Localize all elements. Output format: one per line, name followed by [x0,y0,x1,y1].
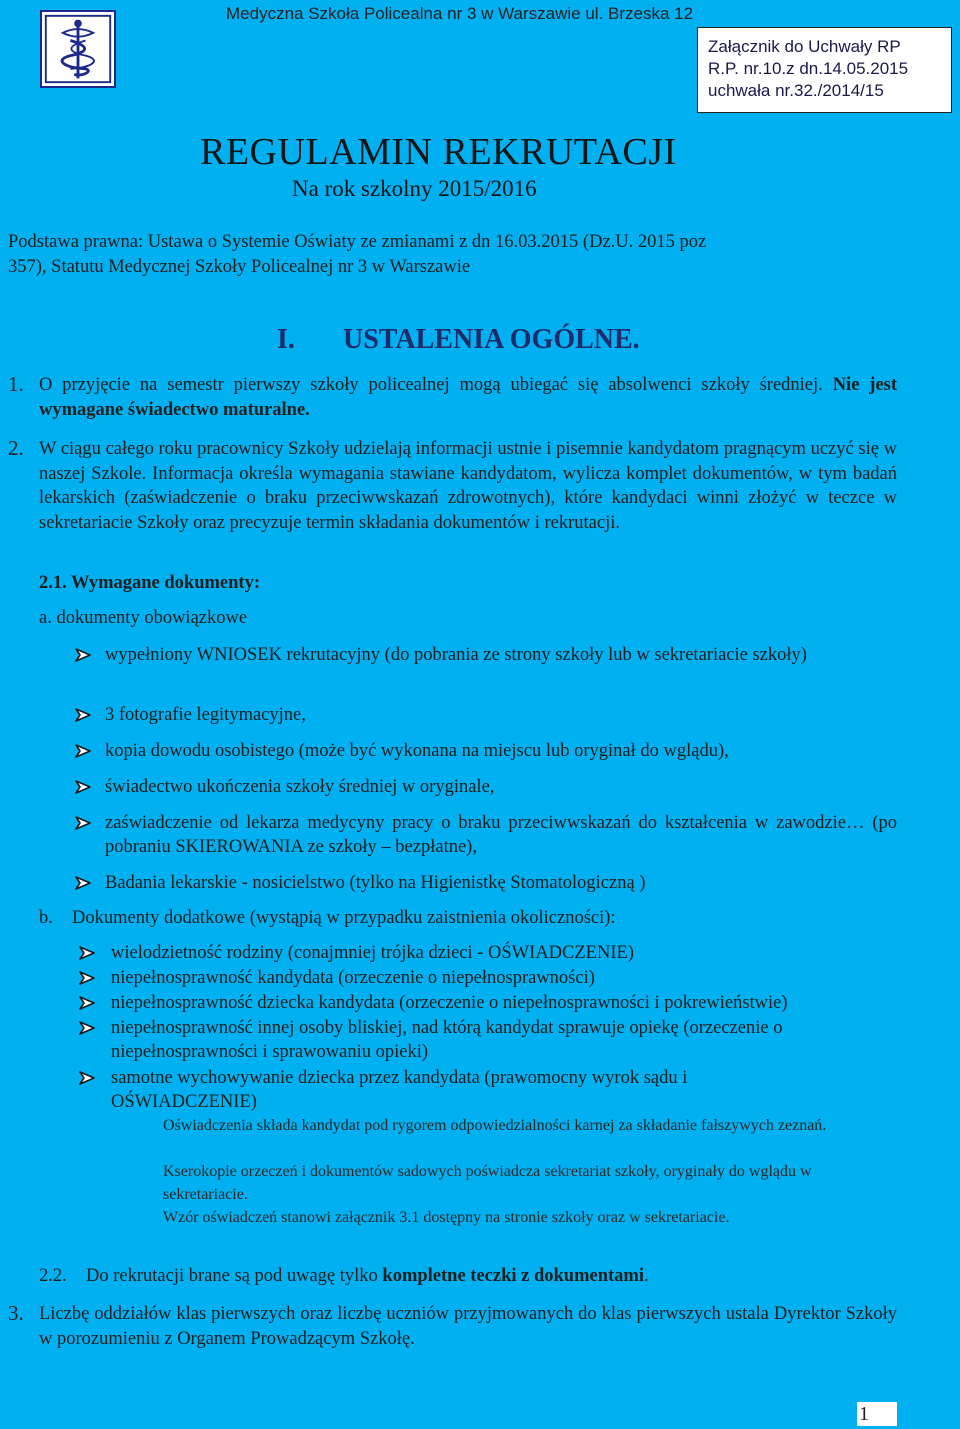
annex-line-2: R.P. nr.10.z dn.14.05.2015 [708,59,909,78]
item-2-2-number: 2.2. [39,1266,67,1286]
arrow-bullet-icon [74,743,92,759]
item-2-2-text [86,1264,649,1289]
section-number: I. [277,324,295,355]
arrow-bullet-icon [78,1020,96,1036]
item-2-2-body: Do rekrutacji brane są pod uwagę tylko [86,1266,378,1286]
item-3-number: 3. [8,1301,24,1325]
item-2-2-end: . [643,1266,649,1286]
list-item: samotne wychowywanie dziecka przez kandydata (prawomocny wyrok sądu i OŚWIADCZENIE) [111,1068,688,1112]
item-3-text: Liczbę oddziałów klas pierwszych oraz liczbę uczniów przyjmowanych do klas pierwszych ustala Dyrektor Szkoły w porozumieniu z Organem Prowadzącym Szkołę. [39,1304,897,1349]
school-header-line: Medyczna Szkoła Policealna nr 3 w Warszawie ul. Brzeska 12 [226,4,694,23]
arrow-bullet-icon [74,647,92,663]
list-item: niepełnosprawność innej osoby bliskiej, nad którą kandydat sprawuje opiekę (orzeczenie o niepełnosprawności i sprawowaniu opieki) [111,1018,783,1062]
arrow-bullet-icon [74,779,92,795]
item-2-1-heading: 2.1. Wymagane dokumenty: [39,573,260,593]
legal-basis-line-2: 357), Statutu Medycznej Szkoły Policealnej nr 3 w Warszawie [8,257,471,277]
list-item: niepełnosprawność dziecka kandydata (orzeczenie o niepełnosprawności i pokrewieństwie) [111,993,788,1013]
note-statements: Oświadczenia składa kandydat pod rygorem odpowiedzialności karnej za składanie fałszywych zeznań. [163,1117,827,1134]
arrow-bullet-icon [74,815,92,831]
item-2-body-b: Informacja określa wymagania stawiane kandydatom, wylicza komplet dokumentów, w tym badań lekarskich (zaświadczenie o braku przeciwwskazań zdrowotnych), które kandydaci winni złożyć w teczce w sekretariacie Szkoły oraz precyzuje termin składania dokumentów i rekrutacji. [39,463,898,533]
note-copies: Kserokopie orzeczeń i dokumentów sadowych poświadcza sekretariat szkoły, oryginały do wglądu w sekretariacie. [163,1163,812,1203]
list-item: wielodzietność rodziny (conajmniej trójka dzieci - OŚWIADCZENIE) [111,943,634,963]
arrow-bullet-icon [74,875,92,891]
legal-basis-line-1: Podstawa prawna: Ustawa o Systemie Oświaty ze zmianami z dn 16.03.2015 (Dz.U. 2015 poz [8,232,707,252]
arrow-bullet-icon [74,707,92,723]
item-1-bold: Nie jest wymagane świadectwo maturalne. [39,375,898,420]
item-2-2-bold: kompletne teczki z dokumentami [382,1266,644,1286]
list-item: świadectwo ukończenia szkoły średniej w oryginale, [105,777,495,797]
document-title: REGULAMIN REKRUTACJI [200,131,677,173]
list-item: zaświadczenie od lekarza medycyny pracy o braku przeciwwskazań do kształcenia w zawodzie… (po pobraniu SKIEROWANIA ze szkoły – bezpłatne), [105,813,897,857]
section-title: USTALENIA OGÓLNE. [343,324,640,355]
item-1-text [39,373,897,423]
item-2-number: 2. [8,436,24,460]
annex-line-1: Załącznik do Uchwały RP [708,37,901,56]
item-1-body: O przyjęcie na semestr pierwszy szkoły policealnej mogą ubiegać się absolwenci szkoły średniej. [39,375,823,395]
annex-line-3: uchwała nr.32./2014/15 [708,81,884,100]
item-2-body-a: W ciągu całego roku pracownicy Szkoły udzielają informacji ustnie i pisemnie kandydatom pragnącym uczyć się w naszej Szkole. [39,439,897,484]
arrow-bullet-icon [78,1070,96,1086]
school-logo [40,10,116,88]
legal-basis [8,230,848,280]
item-2-text [39,437,897,535]
additional-docs-marker: b. [39,908,53,928]
additional-docs-label: Dokumenty dodatkowe (wystąpią w przypadku zaistnienia okoliczności): [72,908,616,928]
list-item: kopia dowodu osobistego (może być wykonana na miejscu lub oryginał do wglądu), [105,741,729,761]
item-1-number: 1. [8,372,24,396]
section-heading [277,324,640,356]
list-item: Badania lekarskie - nosicielstwo (tylko na Higienistkę Stomatologiczną ) [105,873,646,893]
list-item: niepełnosprawność kandydata (orzeczenie o niepełnosprawności) [111,968,595,988]
arrow-bullet-icon [78,970,96,986]
arrow-bullet-icon [78,995,96,1011]
document-subtitle: Na rok szkolny 2015/2016 [292,176,537,201]
page-number: 1 [857,1402,897,1426]
arrow-bullet-icon [78,945,96,961]
mandatory-docs-label: a. dokumenty obowiązkowe [39,608,248,628]
caduceus-icon [42,12,114,86]
note-template: Wzór oświadczeń stanowi załącznik 3.1 dostępny na stronie szkoły oraz w sekretariacie. [163,1209,730,1226]
annex-box [697,27,952,113]
list-item: wypełniony WNIOSEK rekrutacyjny (do pobrania ze strony szkoły lub w sekretariacie szkoły) [105,645,807,665]
list-item: 3 fotografie legitymacyjne, [105,705,306,725]
